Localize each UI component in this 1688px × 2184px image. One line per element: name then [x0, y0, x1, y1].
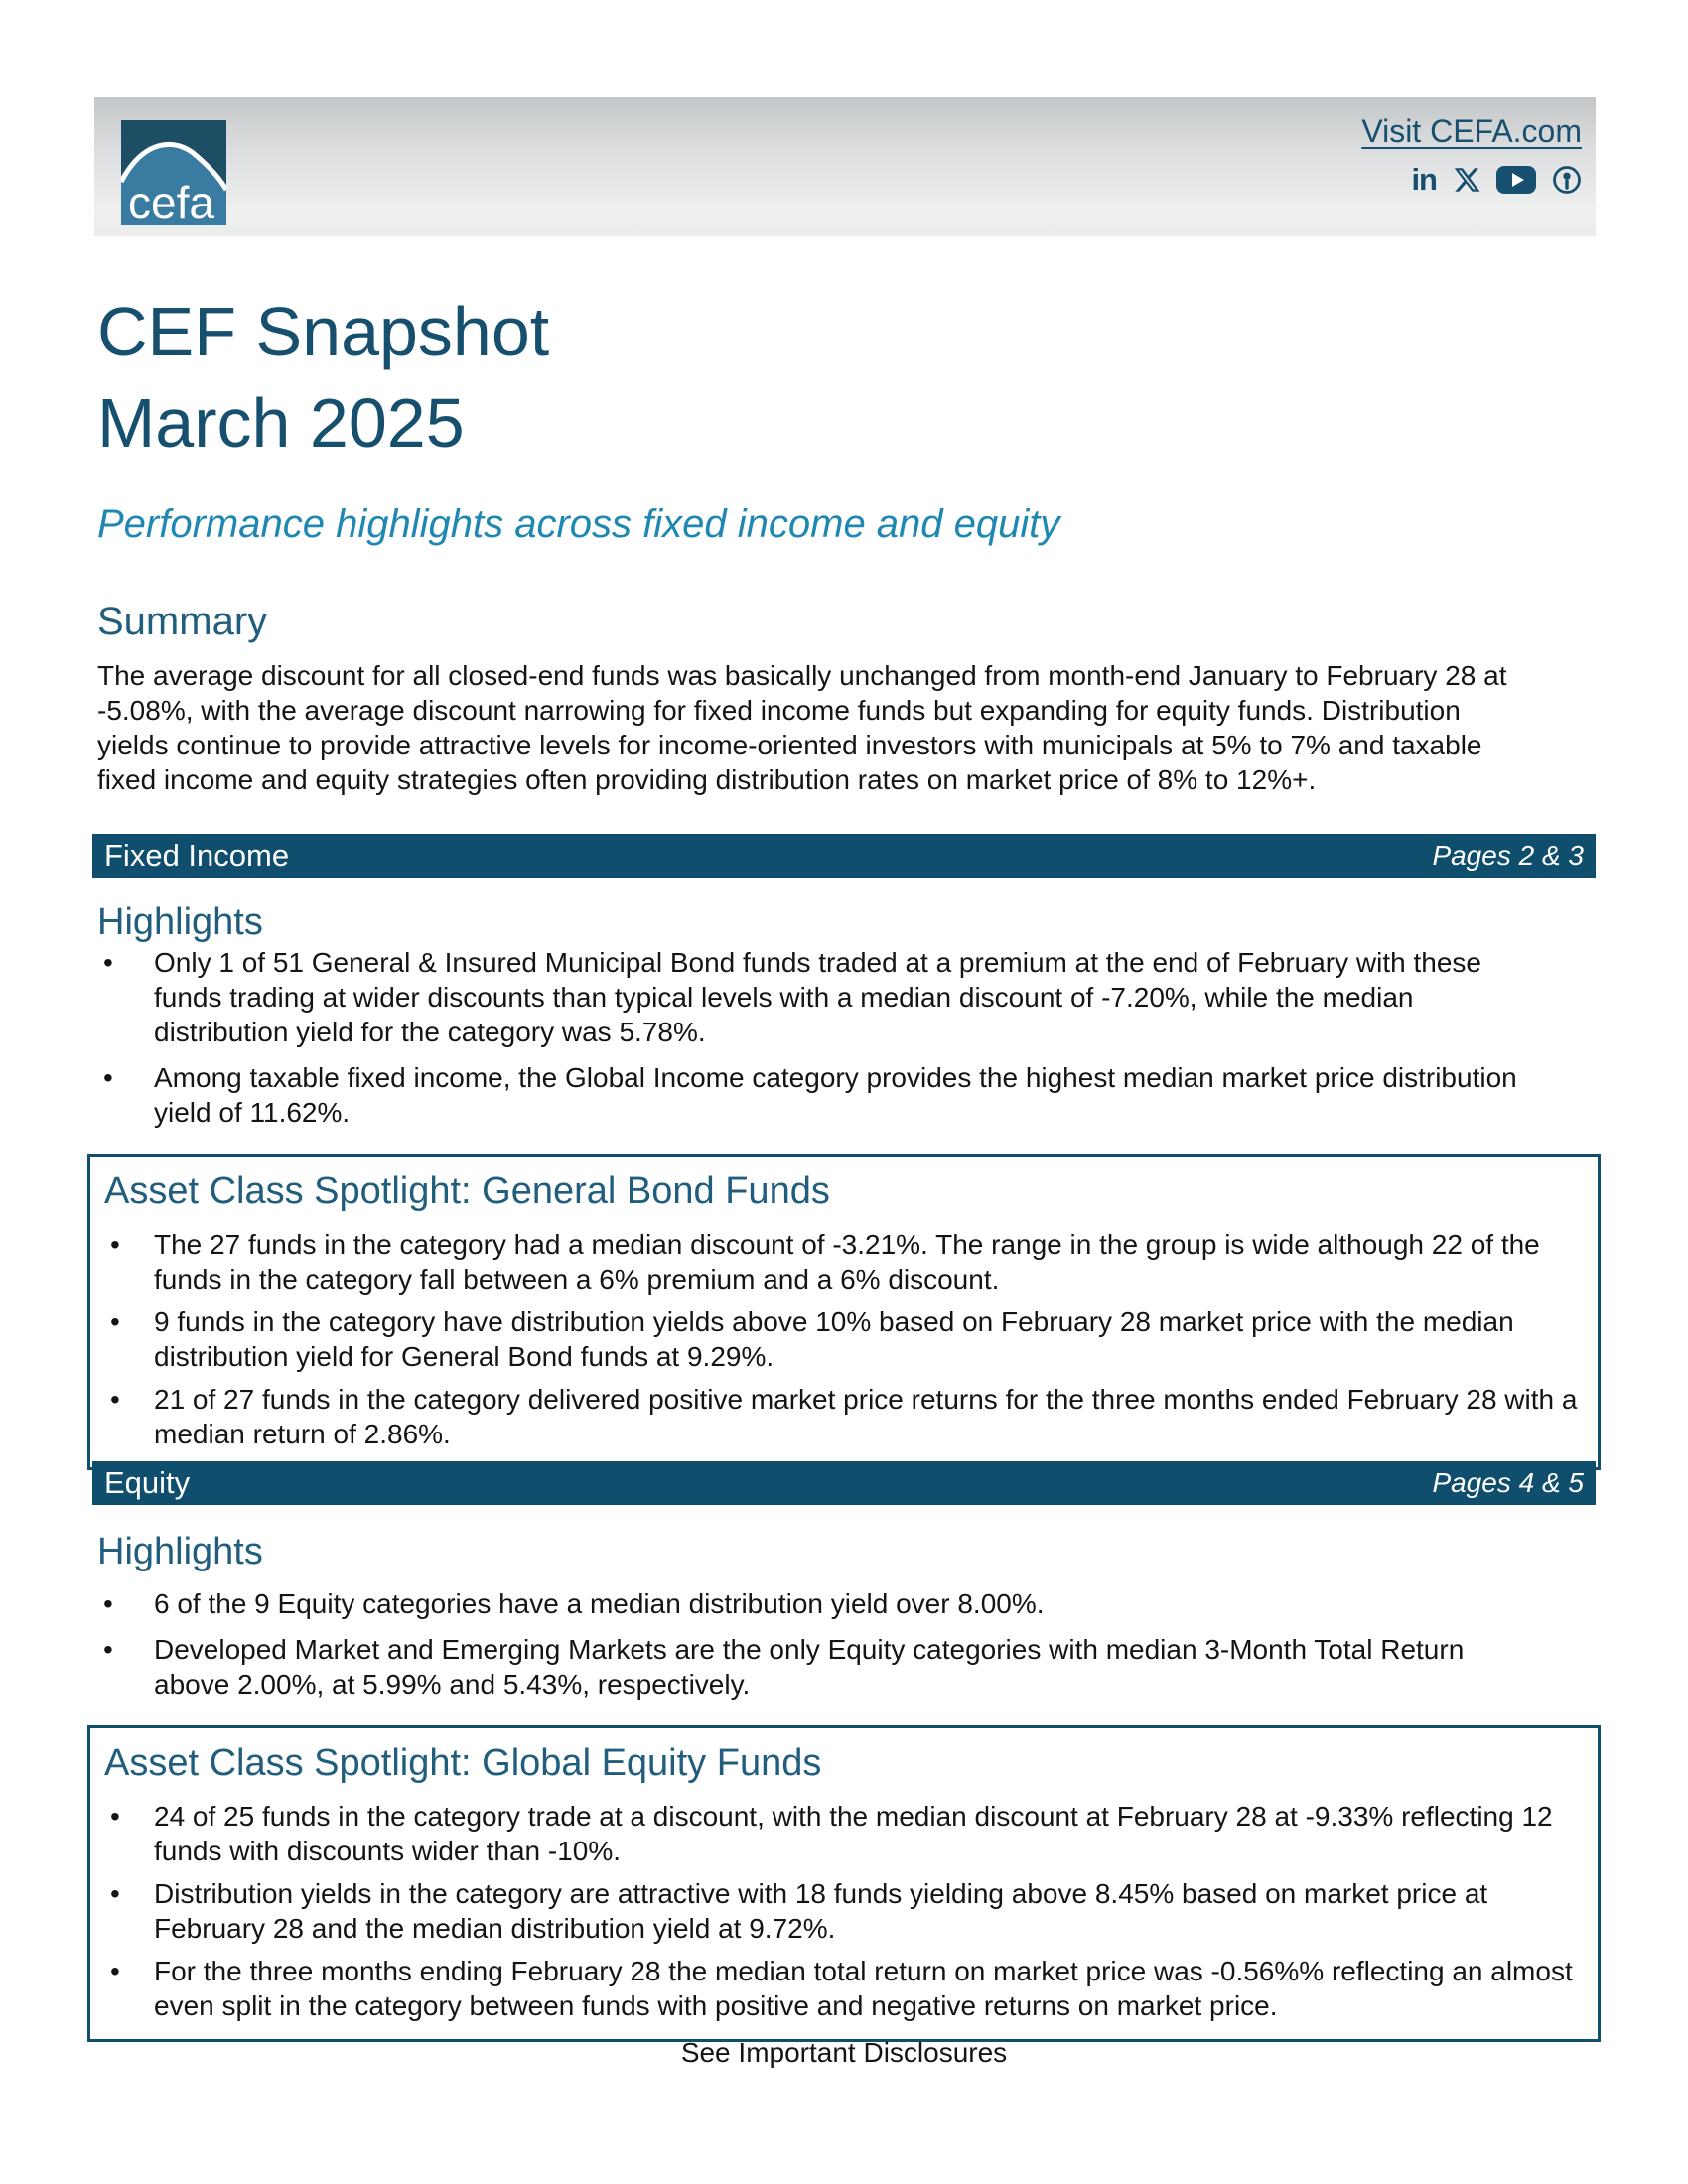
equity-bar-title: Equity	[104, 1465, 191, 1500]
title-line2: March 2025	[97, 384, 465, 462]
podcast-icon[interactable]	[1552, 165, 1582, 195]
play-icon	[1512, 173, 1524, 187]
page-subtitle: Performance highlights across fixed income and equity	[97, 502, 1060, 546]
fixed-income-section-bar	[92, 834, 1596, 878]
visit-cefa-link[interactable]: Visit CEFA.com	[1361, 113, 1582, 149]
header-banner	[94, 97, 1596, 236]
title-line1: CEF Snapshot	[97, 293, 550, 370]
fixed-income-bar-title: Fixed Income	[104, 838, 290, 873]
list-item: • 6 of the 9 Equity categories have a median distribution yield over 8.00%.	[97, 1586, 1535, 1621]
fixed-income-highlights-heading: Highlights	[97, 901, 263, 943]
youtube-icon[interactable]	[1496, 166, 1536, 194]
linkedin-icon[interactable]: in	[1411, 162, 1437, 197]
list-item: • The 27 funds in the category had a median discount of -3.21%. The range in the group is wide although 22 of the funds in the category fall between a 6% premium and a 6% discount.	[90, 1227, 1582, 1297]
summary-heading: Summary	[97, 600, 268, 643]
list-item: • Among taxable fixed income, the Global Income category provides the highest median market price distribution yield of 11.62%.	[97, 1060, 1535, 1130]
equity-highlights-heading: Highlights	[97, 1531, 263, 1572]
list-item: • 9 funds in the category have distribution yields above 10% based on February 28 market price with the median distribution yield for General Bond funds at 9.29%.	[90, 1304, 1582, 1374]
social-icons-row	[1361, 164, 1582, 195]
banner-links	[1361, 113, 1582, 195]
list-item: • Distribution yields in the category are attractive with 18 funds yielding above 8.45% based on market price at February 28 and the median distribution yield at 9.72%.	[90, 1876, 1582, 1946]
list-item: • 24 of 25 funds in the category trade at a discount, with the median discount at February 28 at -9.33% reflecting 12 funds with discounts wider than -10%.	[90, 1799, 1582, 1868]
general-bond-spotlight-heading: Asset Class Spotlight: General Bond Funds	[104, 1170, 830, 1212]
cefa-logo	[121, 120, 226, 225]
page-title	[97, 286, 549, 469]
fixed-income-bar-pages: Pages 2 & 3	[1432, 840, 1584, 871]
equity-bar-pages: Pages 4 & 5	[1432, 1467, 1584, 1498]
cefa-logo-text: cefa	[128, 177, 214, 225]
equity-section-bar	[92, 1461, 1596, 1505]
fixed-income-highlights-list	[97, 945, 1535, 1141]
global-equity-spotlight-box	[87, 1725, 1601, 2042]
footer-disclosures: See Important Disclosures	[680, 2037, 1008, 2068]
general-bond-spotlight-list	[90, 1227, 1582, 1451]
general-bond-spotlight-box	[87, 1154, 1601, 1470]
summary-paragraph: The average discount for all closed-end funds was basically unchanged from month-end January to February 28 at -5.08%, with the average discount narrowing for fixed income funds but expanding for equity funds. Distribution yields continue to provide attractive levels for income-oriented investors with municipals at 5% to 7% and taxable fixed income and equity strategies often providing distribution rates on market price of 8% to 12%+.	[97, 660, 1507, 795]
equity-highlights-list	[97, 1586, 1535, 1712]
list-item: • 21 of 27 funds in the category delivered positive market price returns for the three months ended February 28 with a median return of 2.86%.	[90, 1382, 1582, 1451]
global-equity-spotlight-list	[90, 1799, 1582, 2023]
x-icon[interactable]	[1453, 166, 1480, 194]
list-item: • For the three months ending February 28 the median total return on market price was -0.56%% reflecting an almost even split in the category between funds with positive and negative returns on market price.	[90, 1954, 1582, 2023]
list-item: • Developed Market and Emerging Markets are the only Equity categories with median 3-Month Total Return above 2.00%, at 5.99% and 5.43%, respectively.	[97, 1632, 1535, 1702]
list-item: • Only 1 of 51 General & Insured Municipal Bond funds traded at a premium at the end of February with these funds trading at wider discounts than typical levels with a median discount of -7.20%, while the median distribution yield for the category was 5.78%.	[97, 945, 1535, 1049]
global-equity-spotlight-heading: Asset Class Spotlight: Global Equity Funds	[104, 1742, 822, 1784]
